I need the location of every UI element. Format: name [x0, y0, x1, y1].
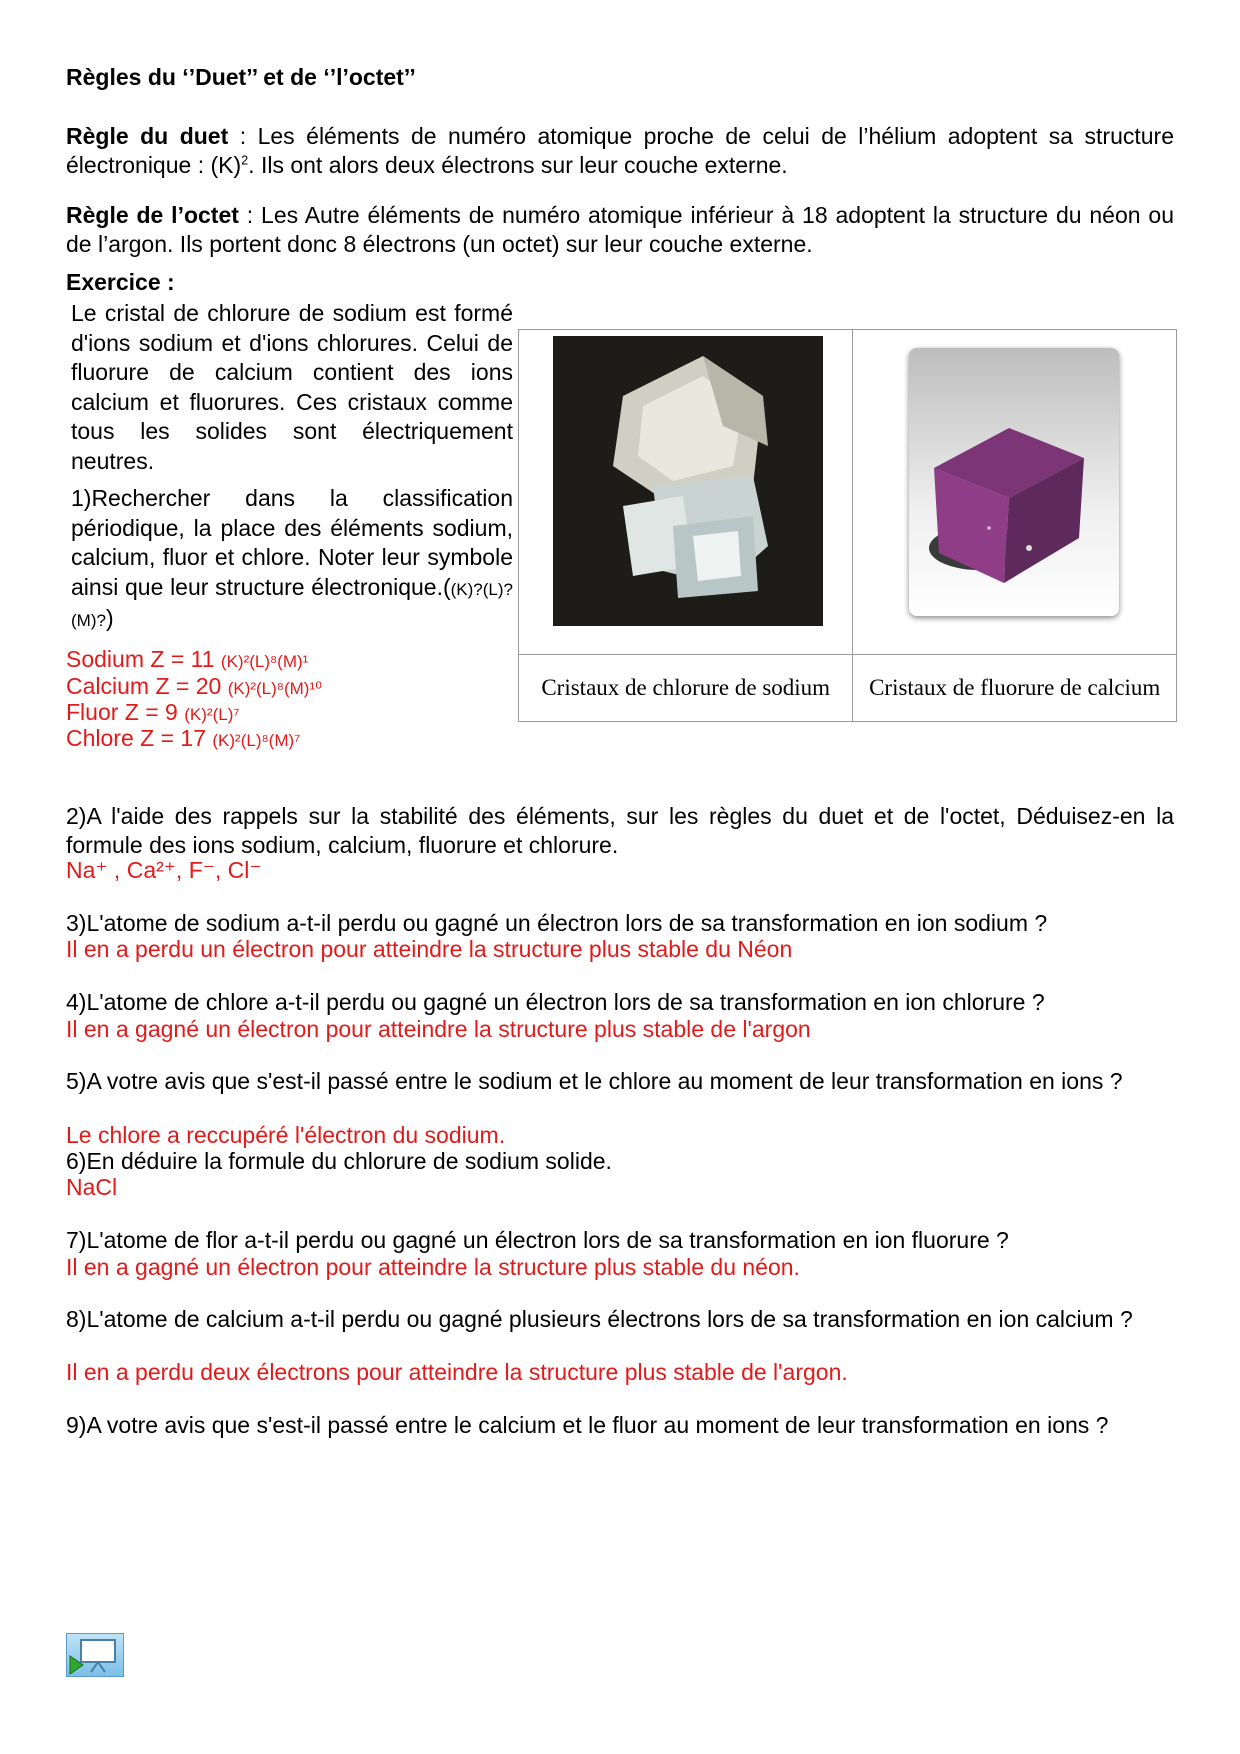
question-1-formula: (K)?(L)?(M)? [71, 579, 513, 630]
octet-rule [66, 201, 1174, 259]
duet-rule-text-end: . Ils ont alors deux électrons sur leur couche externe. [248, 152, 788, 178]
question-1-text: 1)Rechercher dans la classification périodique, la place des éléments sodium, calcium, fluor et chlore. Noter leur symbole ainsi que leur structure électronique.( [71, 485, 513, 600]
answer-calcium-label: Calcium Z = 20 [66, 673, 222, 699]
answer-6: NaCl [66, 1174, 118, 1200]
answer-fluor-label: Fluor Z = 9 [66, 699, 178, 725]
duet-rule-text: : Les éléments de numéro atomique proche de celui de l’hélium adoptent sa structure électronique : (K) [66, 123, 1174, 178]
question-7: 7)L'atome de flor a-t-il perdu ou gagné un électron lors de sa transformation en ion fluorure ? [66, 1227, 1009, 1253]
caption-calcium-fluoride: Cristaux de fluorure de calcium [853, 655, 1177, 722]
answer-7: Il en a gagné un électron pour atteindre la structure plus stable du néon. [66, 1254, 800, 1280]
duet-rule [66, 122, 1174, 180]
octet-rule-text: : Les Autre éléments de numéro atomique inférieur à 18 adoptent la structure du néon ou de l’argon. Ils portent donc 8 électrons (un octet) sur leur couche externe. [66, 202, 1174, 257]
calcium-fluoride-image-cell [853, 330, 1177, 655]
question-5: 5)A votre avis que s'est-il passé entre le sodium et le chlore au moment de leur transformation en ions ? [66, 1068, 1123, 1094]
answer-calcium-formula: (K)²(L)⁸(M)¹⁰ [227, 679, 322, 698]
question-1-end: ) [105, 605, 114, 631]
calcium-fluoride-crystal-image [909, 348, 1119, 616]
presentation-launch-icon[interactable] [66, 1633, 124, 1677]
answer-sodium-formula: (K)²(L)⁸(M)¹ [220, 652, 309, 671]
duet-rule-sup: 2 [241, 153, 249, 168]
exercise-intro: Le cristal de chlorure de sodium est formé d'ions sodium et d'ions chlorures. Celui de fluorure de calcium contient des ions calcium et fluorures. Ces cristaux comme tous les solides sont électriquement neutres. [71, 300, 513, 474]
exercise-heading: Exercice : [66, 269, 175, 295]
crystals-table [518, 329, 1177, 722]
page-title: Règles du ‘’Duet’’ et de ‘’l’octet’’ [66, 64, 416, 90]
caption-sodium-chloride: Cristaux de chlorure de sodium [519, 655, 853, 722]
octet-rule-label: Règle de l’octet [66, 202, 239, 228]
question-4: 4)L'atome de chlore a-t-il perdu ou gagné un électron lors de sa transformation en ion chlorure ? [66, 989, 1045, 1015]
answer-chlore-label: Chlore Z = 17 [66, 725, 206, 751]
question-6: 6)En déduire la formule du chlorure de sodium solide. [66, 1148, 612, 1174]
question-9: 9)A votre avis que s'est-il passé entre le calcium et le fluor au moment de leur transformation en ions ? [66, 1412, 1109, 1438]
sodium-chloride-image-cell [519, 330, 853, 655]
answer-5: Le chlore a reccupéré l'électron du sodium. [66, 1122, 506, 1148]
answer-2: Na⁺ , Ca²⁺, F⁻, Cl⁻ [66, 857, 262, 883]
duet-rule-label: Règle du duet [66, 123, 229, 149]
answer-4: Il en a gagné un électron pour atteindre la structure plus stable de l'argon [66, 1016, 811, 1042]
answer-fluor-formula: (K)²(L)⁷ [184, 705, 240, 724]
question-8: 8)L'atome de calcium a-t-il perdu ou gagné plusieurs électrons lors de sa transformation en ion calcium ? [66, 1306, 1133, 1332]
answer-8: Il en a perdu deux électrons pour atteindre la structure plus stable de l'argon. [66, 1359, 848, 1385]
answer-chlore [66, 723, 300, 756]
question-1 [71, 484, 513, 636]
question-2: 2)A l'aide des rappels sur la stabilité des éléments, sur les règles du duet et de l'octet, Déduisez-en la formule des ions sodium, calcium, fluorure et chlorure. [66, 803, 1174, 858]
answer-chlore-formula: (K)²(L)⁸(M)⁷ [212, 731, 301, 750]
answer-3: Il en a perdu un électron pour atteindre la structure plus stable du Néon [66, 936, 793, 962]
answer-sodium-label: Sodium Z = 11 [66, 646, 215, 672]
question-3: 3)L'atome de sodium a-t-il perdu ou gagné un électron lors de sa transformation en ion sodium ? [66, 910, 1048, 936]
sodium-chloride-crystal-image [553, 336, 823, 626]
